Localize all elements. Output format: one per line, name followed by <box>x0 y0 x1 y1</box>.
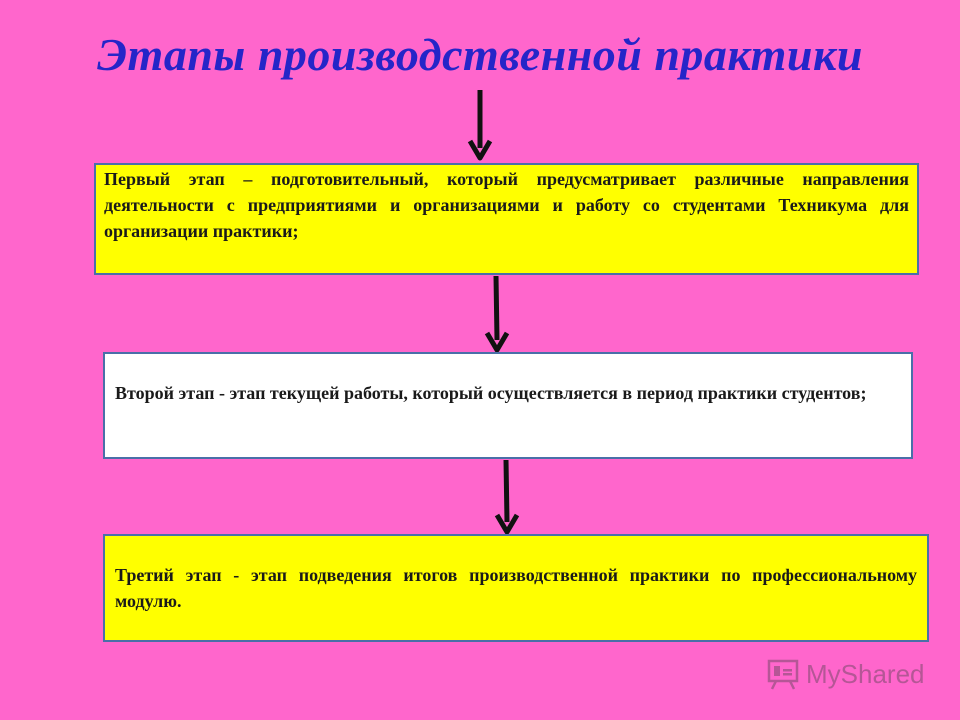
arrow-stage1-to-stage2 <box>487 276 507 350</box>
watermark-text: MyShared <box>806 658 925 689</box>
stage-1-box <box>94 163 919 275</box>
stage-1-text: Первый этап – подготовительный, который предусматривает различные направления деятельности с предприятиями и организациями и работу со студентами Техникума для организации практики; <box>104 169 909 241</box>
arrow-stage2-to-stage3 <box>497 460 517 532</box>
stage-2-text: Второй этап - этап текущей работы, который осуществляется в период практики студентов; <box>115 383 867 403</box>
stage-2-box <box>103 352 913 459</box>
stage-3-text: Третий этап - этап подведения итогов производственной практики по профессиональному модулю. <box>115 565 917 611</box>
stage-3-box <box>103 534 929 642</box>
arrow-title-to-stage1 <box>470 90 490 158</box>
slide-title: Этапы производственной практики <box>97 29 863 80</box>
presentation-board-icon <box>766 657 800 691</box>
watermark-logo <box>766 656 925 692</box>
